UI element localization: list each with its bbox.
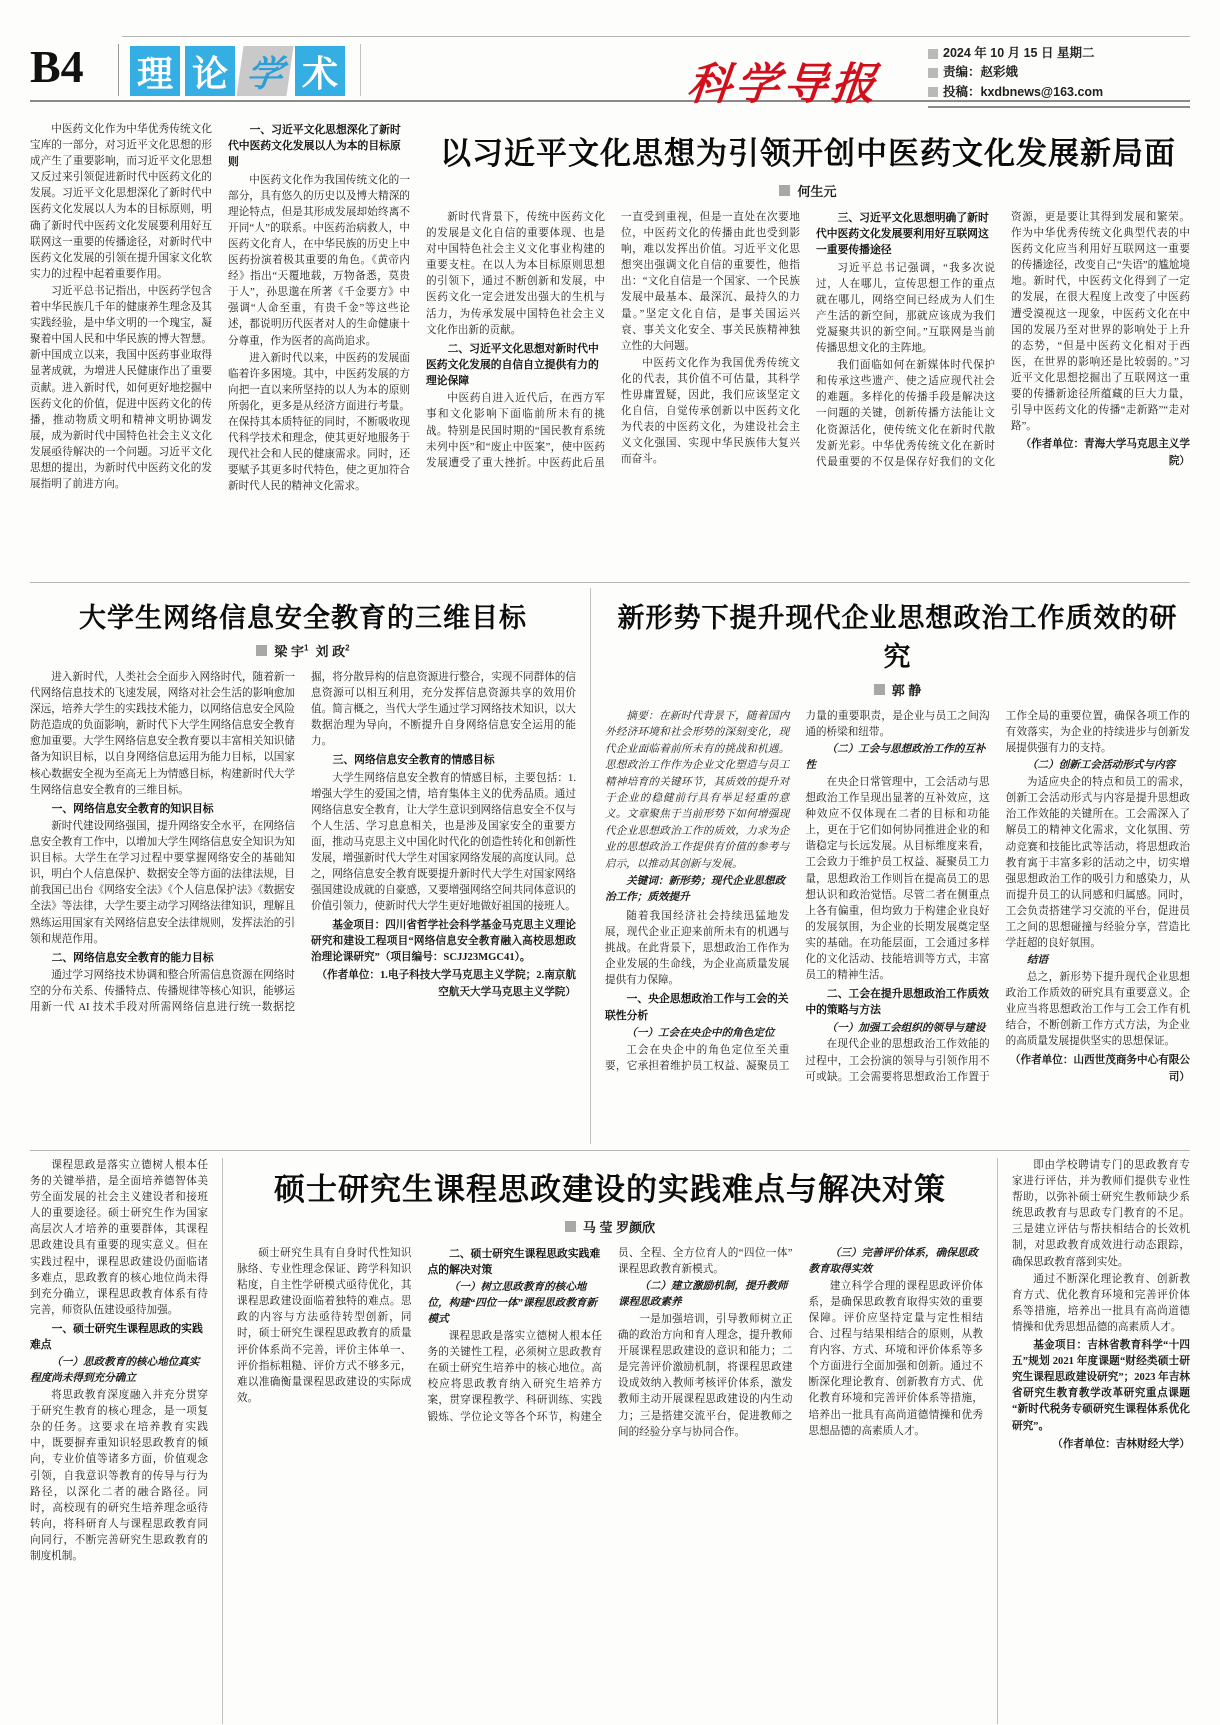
abstract-text: 摘要：在新时代背景下，随着国内外经济环境和社会形势的深刻变化，现代企业面临着前所未有的挑战和机遇。思想政治工作作为企业文化塑造与员工精神培育的关键环节，其质效的提升对于企业的稳健前行具有举足轻重的意义。文章聚焦于当前形势下如何增强现代企业思想政治工作的质效，力求为企业的思想政治工作提供有价值的参考与启示，以推动其创新与发展。 [605,711,790,870]
byline-square-icon [565,1221,576,1232]
paragraph: 在央企日常管理中，工会活动与思想政治工作呈现出显著的互补效应，这种效应不仅体现在二者的目标和功能上，更在于它们如何协同推进企业的和谐稳定与长远发展。从目标维度来看，工会致力于维护员工权益、凝聚员工力量，思想政治工作则旨在提高员工的思想认识和政治觉悟。尽管二者在侧重点上各有偏重，但均致力于构建企业良好的发展氛围，为企业的长期发展奠定坚实的基础。在功能层面，工会通过多样化的文化活动、技能培训等方式，丰富员工的精神生活。 [805,776,990,982]
paragraph: 习近平总书记强调，“我多次说过，人在哪儿，宣传思想工作的重点就在哪儿，网络空间已经成为人们生产生活的新空间，那就应该成为我们党凝聚共识的新空间。”互联网是当前传播思想文化的主阵地。 [816,262,995,355]
section-heading: 二、习近平文化思想对新时代中医药文化发展的自信自立提供有力的理论保障 [426,342,599,388]
masthead-char: 术 [295,46,345,96]
paragraph: 进入新时代以来，中医药的发展面临着许多困境。其中，中医药发展的方向把一直以来所坚持的以人为本的原则所弱化，更多是从经济方面进行考量。在保持其本质特征的同时，不断吸收现代科学技术和理念，使其更好地服务于现代社会和人民的健康需求。同时，还要赋予其更多时代特色，使之更加符合新时代人民的精神文化需求。 [228,352,410,493]
paragraph: 课程思政是落实立德树人根本任务的关键性工程，必须树立思政教育在硕士研究生培养中的核心地位。高校应将思政教育纳入研究生培养方案，贯穿课程教学、科研训练、实践锻炼、学位论文等各个环节，构建全员、全程、全方位育人的“四位一体”课程思政教育新模式。 [427,1248,793,1423]
row-divider [30,1150,1190,1151]
article3-headline: 新形势下提升现代企业思想政治工作质效的研究 [617,603,1178,672]
header-rule [122,36,1190,37]
paragraph: 新时代建设网络强国，提升网络安全水平，在网络信息安全教育工作中，以增加大学生网络信息安全知识为知识目标。大学生在学习过程中要掌握网络安全的基础知识，明白个人信息保护、数据安全等方面的法律法规，目前我国已出台《网络安全法》《个人信息保护法》《数据安全法》等法律，大学生要主动学习网络法律知识，理解且熟练运用国家有关网络信息安全法律规则，发挥法治的引领和规范作用。 [30,820,295,945]
author-affiliation: （作者单位：青海大学马克思主义学院） [1020,439,1190,468]
middle-row [30,588,1190,1144]
paragraph: 中医药自进入近代后，在西方军事和文化影响下面临前所未有的挑战。特别是民国时期的“国民教育系统未列中医”和“废止中医案”，使中医药发展遭受了重大挫折。中医药此后虽一直受到重视，但是一直处在次要地位，中医药文化的传播由此也受到影响，难以发挥出价值。习近平文化思想突出强调文化自信的重要性，他指出：“文化自信是一个国家、一个民族发展中最基本、最深沉、最持久的力量。”坚定文化自信，是事关国运兴衰、事关文化安全、事关民族精神独立性的大问题。 [426,212,800,469]
author-affiliation: （作者单位：山西世茂商务中心有限公司） [1009,1054,1190,1083]
article3-byline [605,680,1190,699]
article3-author: 郭 静 [891,683,922,698]
masthead-char-calligraphy: 学 [236,46,293,96]
paragraph: 建立科学合理的课程思政评价体系，是确保思政教育取得实效的重要保障。评价应坚持定量与定性相结合、过程与结果相结合的原则，从教育内容、方式、环境和评价体系等多个方面进行全面加强和创新。通过不断深化理论教育、创新教育方式、优化教育环境和完善评价体系等措施，培养出一批具有高尚道德情操和优秀思想品德的高素质人才。 [808,1280,983,1437]
sub-heading: （一）思政教育的核心地位真实程度尚未得到充分确立 [30,1357,200,1385]
paragraph: 新时代背景下，传统中医药文化的发展是文化自信的重要体现、也是对中国特色社会主义文化事业构建的重要支柱。在以人为本目标原则思想的引领下，通过不断创新和发展，中医药文化一定会迸发出强大的生机与活力，为传承发展中国特色社会主义文化作出新的贡献。 [426,212,605,336]
paragraph: 为适应央企的特点和员工的需求，创新工会活动形式与内容是提升思想政治工作效能的关键所在。工会需深入了解员工的精神文化需求，文化氛围、劳动竞赛和技能比武等活动，将思想政治教育寓于丰富多彩的活动之中，切实增强思想政治工作的吸引力和感染力，从而提升员工的认同感和归属感。同时，工会负责搭建学习交流的平台，促进员工之间的思想碰撞与经验分享，营造比学赶超的良好氛围。 [1005,777,1190,950]
bullet-square-icon [928,87,938,97]
section-heading: 一、习近平文化思想深化了新时代中医药文化发展以人为本的目标原则 [228,124,401,169]
section-heading: 一、网络信息安全教育的知识目标 [51,802,214,815]
paragraph: 进入新时代，人类社会全面步入网络时代，随着新一代网络信息技术的飞速发展，网络对社会生活的影响愈加深远，培养大学生的实践技术能力，以网络信息安全风险防范造成的负面影响，新时代下大学生网络信息安全教育愈加重要。大学生网络信息安全教育要以丰富相关知识储备为知识目标，以自身网络信息运用为能力目标，以国家核心数据安全视为至高无上为情感目标，构建新时代大学生网络信息安全教育的三维目标。 [30,672,295,796]
publication-date: 2024 年 10 月 15 日 星期二 [928,44,1190,63]
keywords-line: 关键词：新形势；现代企业思想政治工作；质效提升 [605,876,786,904]
masthead-char: 理 [130,46,180,96]
paragraph: 习近平总书记指出，中医药学包含着中华民族几千年的健康养生理念及其实践经验，是中华文明的一个瑰宝，凝聚着中国人民和中华民族的博大智慧。新中国成立以来，我国中医药事业取得显著成就，为增进人民健康作出了重要贡献。进入新时代，如何更好地挖掘中医药文化的价值，促进中医药文化的传播，推动物质文明和精神文明协调发展，成为新时代中国特色社会主义文化发展亟待解决的一个问题。习近平文化思想的提出，为新时代中医药文化的发展指明了前进方向。 [30,285,212,491]
article-enterprise-ideology [591,588,1190,1144]
sub-heading: （一）工会在央企中的角色定位 [626,1027,775,1039]
page-header [30,22,1190,110]
article1-author: 何生元 [797,184,837,199]
article1-headline: 以习近平文化思想为引领开创中医药文化发展新局面 [440,136,1176,171]
sub-heading: 结语 [1026,955,1049,967]
paragraph: 通过学习网络技术协调和整合所需信息资源在网络时空的分布关系、传播特点、传播规律等核心知识，能够运用新一代 AI 技术手段对所需网络信息进行统一数据挖掘，将分散异构的信息资源进行整合，实现不同群体的信息资源可以相互利用，充分发挥信息资源共享的效用价值。简言概之，当代大学生通过学习网络技术知识，以大数据治理为导向，不断提升自身网络信息安全运用的能力。 [30,672,576,1014]
article-network-security [30,588,590,1144]
sub-heading: （一）树立思政教育的核心地位，构建“四位一体”课程思政教育新模式 [427,1282,597,1326]
masthead-char: 论 [185,46,235,96]
article2-byline [30,641,576,660]
section-heading: 三、网络信息安全教育的情感目标 [332,754,495,767]
article4-byline [237,1217,983,1236]
paragraph: 大学生网络信息安全教育的情感目标，主要包括：1.增强大学生的爱国之情，培育集体主义的优秀品质。通过网络信息安全教育，让大学生意识到网络信息安全不仅与个人生活、学习息息相关，也是涉及国家安全的重要方面，推动马克思主义中国化时代化的创造性转化和创新性发展，增强新时代大学生对国家网络发展的高度认同。总之，网络信息安全教育既要提升新时代大学生对国家网络强国建设成就的自豪感，又要增强网络空间共同体意识的价值引领力，使新时代大学生更好地做好祖国的接班人。 [311,772,576,913]
article-graduate-curriculum [30,1158,1190,1724]
paragraph: 即由学校聘请专门的思政教育专家进行评估，并为教师们提供专业性帮助，以弥补硕士研究生教师缺少系统思政教育与思政专门教育的不足。三是建立评估与帮扶相结合的长效机制，对思政教育成效进行动态跟踪，确保思政教育落到实处。 [1012,1160,1190,1268]
paragraph: 中医药文化作为我国传统文化的一部分，具有悠久的历史以及博大精深的理论特点，但是其形成发展却始终离不开同“人”的联系。中医药治病救人，中医药文化育人，在中华民族的历史上中医药扮演着极其重要的角色。《黄帝内经》指出“天覆地载，万物备悉，莫贵于人”，孙思邈在所著《千金要方》中强调“人命至重，有贵千金”等这些论述，都说明历代医者对人的生命健康十分尊重，作为医者的高尚追求。 [228,174,410,347]
article2-author1: 梁 宇$^1$ [274,643,309,659]
section-heading: 一、硕士研究生课程思政的实践难点 [30,1322,203,1352]
paragraph: 一是加强培训，引导教师树立正确的政治方向和育人理念，提升教师开展课程思政建设的意识和能力；二是完善评价激励机制，将课程思政建设成效纳入教师考核评价体系，激发教师主动开展课程思政建设的内生动力；三是搭建交流平台，促进教师之间的经验分享与协同合作。 [618,1313,793,1438]
article1-lead-columns [30,122,410,574]
section-heading: 二、网络信息安全教育的能力目标 [51,951,214,964]
paragraph: 随着我国经济社会持续迅猛地发展，现代企业正迎来前所未有的机遇与挑战。在此背景下，思想政治工作作为企业发展的生命线，为企业高质量发展提供有力保障。 [605,910,790,987]
article1-byline [426,181,1190,200]
submission-email-line: 投稿：kxdbnews@163.com [928,83,1190,102]
sub-heading: （一）加强工会组织的领导与建设 [826,1022,986,1034]
section-masthead [130,46,345,96]
paragraph: 总之，新形势下提升现代企业思想政治工作质效的研究具有重要意义。企业应当将思想政治工作与工会工作有机结合，不断创新工作方式方法，为企业的高质量发展提供坚实的思想保证。 [1005,972,1190,1048]
byline-square-icon [874,684,885,695]
paragraph: 中医药文化作为我国优秀传统文化的代表，其价值不可估量，其科学性毋庸置疑，因此，我们应该坚定文化自信，自觉传承创新以中医药文化为代表的中医药文化，为建设社会主义文化强国、实现中华民族伟大复兴而奋斗。 [621,357,800,466]
byline-square-icon [256,645,267,656]
paragraph: 将思政教育深度融入并充分贯穿于研究生教育的核心理念，是一项复杂的任务。这要求在培养教育实践中，既要摒弃重知识轻思政教育的倾向，专业价值等诸多方面，价值观念引领，自我意识等教育的传导与行为路径，以深化二者的融合路径。同时，高校现有的研究生培养理念亟待转向，将科研育人与课程思政教育同向同行，不断完善研究生思政教育的制度机制。 [30,1390,208,1563]
sub-heading: （二）工会与思想政治工作的互补性 [805,744,986,772]
editor-line: 责编：赵彩娥 [928,63,1190,82]
article-tcm-culture [30,122,1190,574]
masthead-divider [118,44,119,96]
section-heading: 二、硕士研究生课程思政实践难点的解决对策 [427,1248,601,1277]
paragraph: 中医药文化作为中华优秀传统文化宝库的一部分，对习近平文化思想的形成产生了重要影响，而习近平文化思想又反过来引领促进新时代中医药文化的发展。习近平文化思想深化了新时代中医药文化发展以人为本的目标原则，明确了新时代中医药文化发展要利用好互联网这一重要的传播途径，对新时代中医药文化发展的引领在提升国家文化软实力的过程中起着重要作用。 [30,124,212,280]
bullet-square-icon [928,49,938,59]
section-heading: 二、工会在提升思想政治工作质效中的策略与方法 [805,988,989,1017]
author-affiliation: （作者单位：1.电子科技大学马克思主义学院；2.南京航空航天大学马克思主义学院） [316,969,576,998]
section-heading: 一、央企思想政治工作与工会的关联性分析 [605,993,789,1022]
sub-heading: （二）建立激励机制，提升教师课程思政素养 [618,1281,788,1309]
column-divider [222,1158,223,1724]
article4-left-column [30,1158,208,1724]
paragraph: 我们面临如何在新媒体时代保护和传承这些遗产、使之适应现代社会的难题。多样化的传播手段是解决这一问题的关键，创新传播方法能让文化资源活化，使传统文化在新时代散发新光彩。中华优秀传统文化在新时代最重要的不仅是保存好我们的文化资源，更是要让其得到发展和繁荣。作为中华优秀传统文化典型代表的中医药文化应当利用好互联网这一重要的传播途径，改变自己“失语”的尴尬境地。新时代，中医药文化得到了一定的发展，在很大程度上改变了中医药遭受漠视这一现象，中医药文化在中国的发展乃至对世界的影响处于上升的态势，“但是中医药文化相对于西医，在世界的影响还是比较弱的。”习近平文化思想挖掘出了互联网这一重要的传播新途径所蕴藏的巨大力量，引导中医药文化的传播“走新路”“走对路”。 [816,212,1190,468]
byline-square-icon [779,185,790,196]
article2-author2: 刘 政$^2$ [315,643,350,659]
publication-info [928,44,1190,108]
sub-heading: （三）完善评价体系，确保思政教育取得实效 [808,1248,978,1275]
section-heading: 三、习近平文化思想明确了新时代中医药文化发展要利用好互联网这一重要传播途径 [816,212,989,257]
article4-headline: 硕士研究生课程思政建设的实践难点与解决对策 [274,1172,946,1207]
article4-main [237,1158,983,1724]
paragraph: 课程思政是落实立德树人根本任务的关键举措，是全面培养德智体美劳全面发展的社会主义建设者和接班人的重要途径。硕士研究生作为国家高层次人才培养的重要群体，其课程思政建设具有重要的现实意义。但在实践过程中，课程思政建设仍面临诸多难点，思政教育的核心地位尚未得到充分确立，课程思政教育体系有待完善，师资队伍建设亟待加强。 [30,1160,208,1316]
article1-main [426,122,1190,574]
article2-headline: 大学生网络信息安全教育的三维目标 [79,603,527,633]
masthead-divider-right [360,44,361,96]
newspaper-brand-logo: 科学导报 [684,59,883,110]
column-divider [997,1158,998,1724]
author-affiliation: （作者单位：吉林财经大学） [1052,1438,1190,1450]
row-divider [30,582,1190,583]
paragraph: 硕士研究生具有自身时代性知识脉络、专业性理念保证、跨学科知识粘度，自主性学研模式亟待优化，其课程思政建设面临着独特的难点。思政的内容与方法亟待转型创新，同时，硕士研究生课程思政教育的质量评价体系尚不完善，评价主体单一、评价指标粗糙、评价方式不够多元，难以准确衡量课程思政建设的实际成效。 [237,1248,412,1404]
article4-authors: 马 莹 罗颜欣 [582,1220,656,1235]
article4-right-column [1012,1158,1190,1724]
bullet-square-icon [928,68,938,78]
sub-heading: （二）创新工会活动形式与内容 [1026,760,1176,772]
paragraph: 通过不断深化理论教育、创新教育方式、优化教育环境和完善评价体系等措施，培养出一批具有高尚道德情操和优秀思想品德的高素质人才。 [1012,1273,1190,1333]
fund-note: 基金项目：吉林省教育科学“十四五”规划 2021 年度课题“财经类硕士研究生课程思政建设研究”；2023 年吉林省研究生教育教学改革研究重点课题“新时代税务专硕研究生课程体系优化研究”。 [1012,1340,1190,1432]
page-number: B4 [30,41,84,92]
paragraph: 工会在央企中的角色定位至关重要，它承担着维护员工权益、凝聚员工力量的重要职责，是企业与员工之间沟通的桥梁和纽带。 [605,711,990,1072]
fund-note: 基金项目：四川省哲学社会科学基金马克思主义理论研究和建设工程项目“网络信息安全教育融入高校思想政治理论课研究”（项目编号：SCJJ23MGC41）。 [311,919,576,963]
paragraph: 在现代企业的思想政治工作效能的过程中，工会扮演的领导与引领作用不可或缺。工会需要将思想政治工作置于工作全局的重要位置，确保各项工作的有效落实，为企业的持续进步与创新发展提供强有力的支持。 [805,711,1190,1083]
